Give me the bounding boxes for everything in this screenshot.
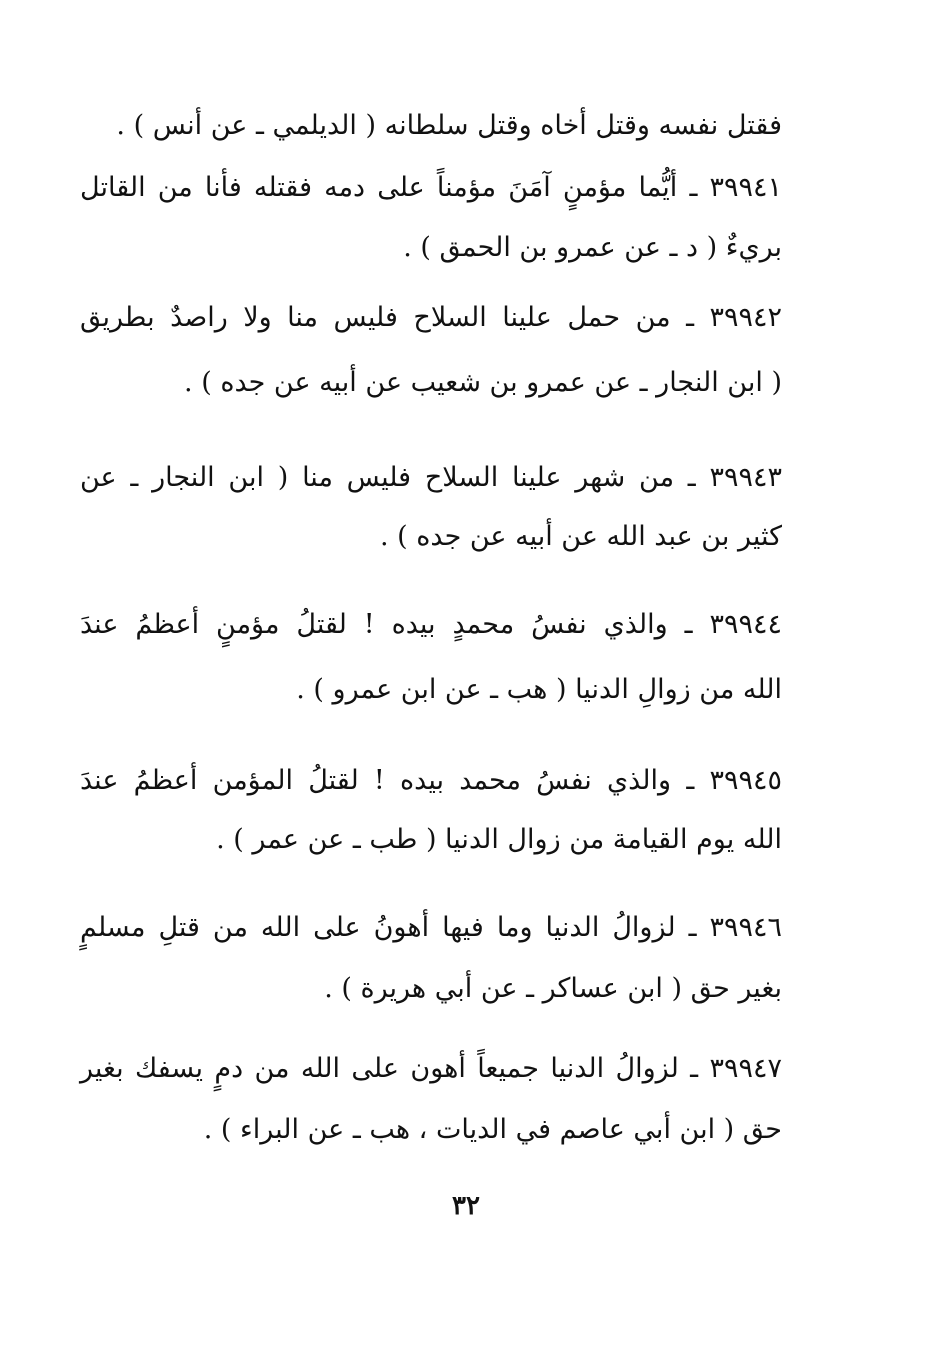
- hadith-39947-line-1: ٣٩٩٤٧ ـ لزوالُ الدنيا جميعاً أهون على الله من دمٍ يسفك بغير: [80, 1053, 782, 1084]
- hadith-39945-line-2: الله يوم القيامة من زوال الدنيا ( طب ـ عن عمر ) .: [216, 824, 782, 855]
- hadith-39941-line-1: ٣٩٩٤١ ـ أيُّما مؤمنٍ آمَنَ مؤمناً على دمه فقتله فأنا من القاتل: [80, 172, 782, 203]
- hadith-39943-line-1: ٣٩٩٤٣ ـ من شهر علينا السلاح فليس منا ( ابن النجار ـ عن: [80, 462, 782, 493]
- hadith-39947-line-2: حق ( ابن أبي عاصم في الديات ، هب ـ عن البراء ) .: [203, 1114, 782, 1145]
- hadith-39944-line-1: ٣٩٩٤٤ ـ والذي نفسُ محمدٍ بيده ! لقتلُ مؤمنٍ أعظمُ عندَ: [80, 609, 782, 640]
- hadith-39945-line-1: ٣٩٩٤٥ ـ والذي نفسُ محمد بيده ! لقتلُ المؤمن أعظمُ عندَ: [80, 765, 782, 796]
- text-line-1: فقتل نفسه وقتل أخاه وقتل سلطانه ( الديلمي ـ عن أنس ) .: [116, 110, 782, 141]
- hadith-39941-line-2: بريءٌ ( د ـ عن عمرو بن الحمق ) .: [403, 232, 782, 263]
- hadith-39943-line-2: كثير بن عبد الله عن أبيه عن جده ) .: [379, 521, 782, 552]
- hadith-39942-line-1: ٣٩٩٤٢ ـ من حمل علينا السلاح فليس منا ولا راصدٌ بطريق: [80, 302, 782, 333]
- hadith-39942-line-2: ( ابن النجار ـ عن عمرو بن شعيب عن أبيه عن جده ) .: [184, 367, 782, 398]
- page-number: ٣٢: [452, 1191, 480, 1221]
- hadith-39946-line-2: بغير حق ( ابن عساكر ـ عن أبي هريرة ) .: [324, 973, 782, 1004]
- hadith-39944-line-2: الله من زوالِ الدنيا ( هب ـ عن ابن عمرو ) .: [296, 674, 782, 705]
- hadith-39946-line-1: ٣٩٩٤٦ ـ لزوالُ الدنيا وما فيها أهونُ على الله من قتلِ مسلمٍ: [80, 912, 782, 943]
